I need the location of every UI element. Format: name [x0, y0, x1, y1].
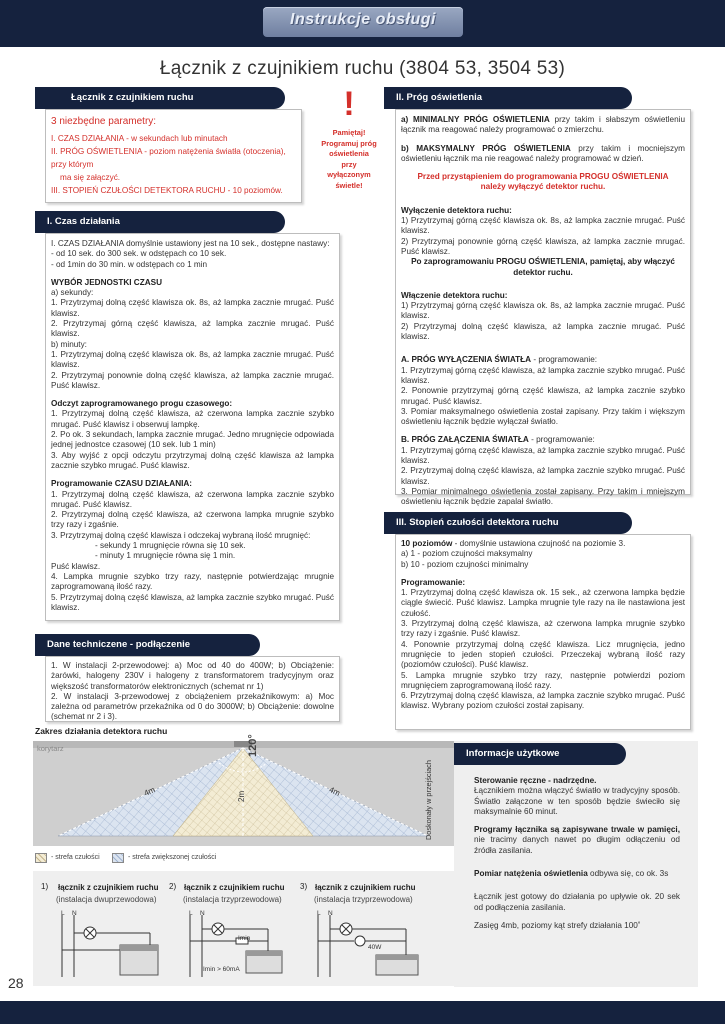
intro-line-4: III. STOPIEŃ CZUŁOŚCI DETEKTORA RUCHU - 10 poziomów.: [51, 186, 283, 195]
czas-text: - od 10 sek. do 300 sek. w odstępach co 10 sek.: [51, 249, 227, 259]
prog-text: 1. Przytrzymaj górną część klawisza, aż lampka zacznie szybko mrugać. Puść klawisz.: [401, 445, 685, 466]
czas-text: 1. Przytrzymaj dolną część klawisza, aż czerwona lampka zacznie szybko mrugać. Puść klawisz.: [51, 489, 334, 509]
header-banner: [263, 7, 463, 37]
legend-sensitivity: - strefa czułości: [51, 854, 100, 861]
czulosc-subheading: Programowanie:: [401, 577, 466, 587]
intro-line-3: ma się załączyć.: [60, 173, 121, 182]
intro-line-1: I. CZAS DZIAŁANIA - w sekundach lub minutach: [51, 134, 228, 143]
czas-text: - minuty 1 mrugnięcie równa się 1 min.: [95, 551, 236, 561]
prog-text: 3. Pomiar minimalnego oświetlenia został zapisany. Przy takim i mniejszym oświetleniu łącznik będzie zapalał światło.: [401, 486, 685, 507]
dane-text: 2. W instalacji 3-przewodowej z obciążeniem przekaźnikowym: a) Moc zależna od parametrów przekaźnika od 0 do 3000W; b) Obciążenie: dowolne (schemat nr 2 i 3).: [51, 691, 334, 722]
info-text: nie tracimy danych nawet po długim odłączeniu od źródła zasilania.: [474, 835, 680, 855]
schema-2-wiring: [178, 905, 298, 985]
prog-subheading: Wyłączenie detektora ruchu:: [401, 205, 512, 215]
czas-text: 5. Przytrzymaj dolną część klawisza, aż lampka zacznie szybko mrugać. Puść klawisz.: [51, 592, 334, 612]
schema-2-subtitle: (instalacja trzyprzewodowa): [183, 895, 282, 904]
schema-1-title: łącznik z czujnikiem ruchu: [58, 883, 159, 892]
czas-text: 1. Przytrzymaj dolną część klawisza, aż czerwona lampka zacznie szybko mrugać. Puść klawisz i obserwuj lampkę.: [51, 409, 334, 429]
czas-text: a) sekundy:: [51, 288, 94, 298]
schema-3-l: L: [317, 910, 321, 917]
czas-text: 2. Po ok. 3 sekundach, lampka zacznie mrugać. Jedno mrugnięcie odpowiada jednej jednostce czasowej (10 sek. lub 1 min): [51, 430, 334, 450]
section-header-czulosc: III. Stopień czułości detektora ruchu: [384, 512, 632, 534]
schema-3-load: 40W: [368, 944, 382, 951]
czulosc-text: 1. Przytrzymaj dolną część klawisza ok. 15 sek., aż czerwona lampka będzie ciągle świecić. Puść klawisz. Lampka mrugnie tyle razy na ile nastawiona jest czułość.: [401, 588, 685, 618]
schema-2-imin-note: Imin > 60mA: [203, 966, 240, 973]
schema-3-subtitle: (instalacja trzyprzewodowa): [314, 895, 413, 904]
czas-text: 1. Przytrzymaj dolną część klawisza ok. 8s, aż lampka zacznie mrugać. Puść klawisz.: [51, 298, 334, 318]
info-text: odbywa się, co ok. 3s: [587, 869, 669, 879]
prog-text: 2) Przytrzymaj dolną część klawisza, aż lampka zacznie mrugać. Puść klawisz.: [401, 321, 685, 342]
czulosc-text: - domyślnie ustawiona czujność na poziomie 3.: [452, 539, 626, 548]
range-right-label: 4m: [327, 785, 342, 798]
prog-reminder: Po zaprogramowaniu PROGU OŚWIETLENIA, pamiętaj, aby włączyć detektor ruchu.: [411, 257, 675, 277]
czas-subheading: Odczyt zaprogramowanego progu czasowego:: [51, 399, 233, 409]
section-header-dane: Dane techniczene - podłączenie: [35, 634, 260, 656]
czas-text: 2. Przytrzymaj dolną część klawisza, aż czerwona lampka mrugnie szybko trzy razy i zgaśnie.: [51, 510, 334, 530]
schema-3-n: N: [328, 910, 333, 917]
prog-subheading: Włączenie detektora ruchu:: [401, 290, 508, 300]
warning-note: [306, 128, 392, 191]
top-bar: [0, 0, 725, 47]
dane-box: [45, 656, 340, 722]
intro-line-2: II. PRÓG OŚWIETLENIA - poziom natężenia światła (otoczenia), przy którym: [51, 147, 286, 169]
warning-mark: !: [343, 85, 355, 123]
czulosc-box: [395, 534, 691, 730]
czulosc-text: 3. Przytrzymaj dolną część klawisza, aż czerwona lampka mrugnie szybko trzy razy i zgaśnie. Puść klawisz.: [401, 619, 685, 639]
czas-subheading: WYBÓR JEDNOSTKI CZASU: [51, 277, 162, 287]
page-number: 28: [8, 975, 24, 991]
info-subheading: Sterowanie ręczne - nadrzędne.: [474, 776, 597, 785]
prog-text: 3. Pomiar maksymalnego oświetlenia został zapisany. Przy takim i większym oświetleniu łącznik będzie wyłączał światło.: [401, 406, 685, 427]
intro-box: [45, 109, 302, 203]
warning-line: Programuj próg: [321, 138, 377, 148]
schema-2-l: L: [189, 910, 193, 917]
zakres-title: Zakres działania detektora ruchu: [35, 726, 168, 736]
czas-text: 1. Przytrzymaj dolną część klawisza ok. 8s, aż lampka zacznie mrugać. Puść klawisz.: [51, 349, 334, 370]
section-header-intro: [35, 87, 285, 109]
prog-text: 2. Ponownie przytrzymaj górną część klawisza, aż lampka zacznie szybko mrugać. Puść klawisz.: [401, 386, 685, 406]
prog-subheading: A. PRÓG WYŁĄCZENIA ŚWIATŁA: [401, 355, 532, 365]
header-banner-text: Instrukcje obsługi: [290, 11, 436, 28]
range-left-label: 4m: [142, 785, 157, 798]
section-header-intro-label: Łącznik z czujnikiem ruchu: [71, 92, 194, 103]
dane-text: 1. W instalacji 2-przewodowej: a) Moc od 40 do 400W; b) Obciążenie: żarówki, halogeny 230V i halogeny z transformatorem tradycyjnym oraz większość transformatorów elektronicznych (schemat nr 1): [51, 661, 334, 691]
warning-line: Pamiętaj!: [332, 128, 366, 137]
czulosc-text: 5. Lampka mrugnie szybko trzy razy, następnie potwierdzi poziom mrugnięciem zaprogramowaną ilość razy.: [401, 670, 685, 690]
page-title: Łącznik z czujnikiem ruchu (3804 53, 3504 53): [159, 58, 566, 79]
corridor-label: korytarz: [37, 744, 64, 753]
schema-3-title: łącznik z czujnikiem ruchu: [315, 883, 416, 892]
prog-text: 2) Przytrzymaj ponownie górną część klawisza, aż lampka zacznie mrugać. Puść klawisz.: [401, 236, 685, 256]
czas-text: b) minuty:: [51, 339, 87, 349]
prog-subheading: B. PRÓG ZAŁĄCZENIA ŚWIATŁA: [401, 435, 529, 445]
prog-text: 2. Przytrzymaj dolną część klawisza, aż lampka zacznie szybko mrugać. Puść klawisz.: [401, 466, 685, 486]
prog-text: 1) Przytrzymaj górną część klawisza ok. 8s, aż lampka zacznie mrugać. Puść klawisz.: [401, 301, 685, 321]
czulosc-text: a) 1 - poziom czujności maksymalny: [401, 549, 533, 559]
info-content: [474, 776, 680, 931]
section-header-prog: II. Próg oświetlenia: [384, 87, 632, 109]
warning-line: oświetlenia: [329, 149, 369, 158]
prog-box: [395, 109, 691, 507]
info-subheading: Pomiar natężenia oświetlenia: [474, 869, 588, 879]
corridor-side-label: Doskonały w przejściach: [424, 760, 433, 840]
warning-line: przy: [341, 159, 357, 169]
section-header-info: Informacje użytkowe: [454, 743, 626, 765]
info-text: Łącznikiem można włączyć światło w tradycyjny sposób. Światło załączone w ten sposób będzie świeciło się maksymalnie 60 minut.: [474, 786, 680, 816]
schema-3-number: 3): [300, 882, 308, 891]
prog-text: - programowanie:: [531, 355, 598, 365]
schema-2-imin: Imin: [238, 935, 251, 942]
max-threshold-text: przy takim i mocniejszym oświetleniu łącznik ma nie reagować należy programować w dzień.: [401, 143, 685, 163]
schema-1-n: N: [72, 910, 77, 917]
prog-red-note: Przed przystąpieniem do programowania PROGU OŚWIETLENIA należy wyłączyć detektor ruchu.: [417, 172, 669, 192]
schema-2-n: N: [200, 910, 205, 917]
czas-text: 3. Aby wyjść z opcji odczytu przytrzymaj dolną część klawisza aż lampka zacznie szybko mrugać. Puść klawisz.: [51, 450, 334, 470]
warning-line: wyłączonym: [327, 170, 371, 179]
czas-text: - od 1min do 30 min. w odstępach co 1 min: [51, 259, 208, 269]
legend-increased: - strefa zwiększonej czułości: [128, 854, 217, 861]
prog-text: 1. Przytrzymaj górną część klawisza, aż lampka zacznie szybko mrugać. Puść klawisz.: [401, 365, 685, 385]
legend-swatch-increased: [112, 853, 124, 863]
czulosc-text: 6. Przytrzymaj dolną część klawisza, aż lampka zacznie szybko mrugać. Puść klawisz. Wybrany poziom czułości został zapisany.: [401, 691, 685, 711]
info-text: Zasięg 4mb, poziomy kąt strefy działania 100˚: [474, 920, 641, 930]
schema-1-number: 1): [41, 882, 49, 891]
schema-1-wiring: [50, 905, 170, 985]
info-subheading: Programy łącznika są zapisywane trwale w pamięci,: [474, 825, 680, 835]
czas-text: 2. Przytrzymaj górną część klawisza, aż lampka zacznie mrugać. Puść klawisz.: [51, 319, 334, 339]
warning-line: świetle!: [335, 180, 363, 190]
max-threshold-label: b) MAKSYMALNY PRÓG OŚWIETLENIA: [401, 143, 571, 153]
czas-text: 3. Przytrzymaj dolną część klawisza i odczekaj wybraną ilość mrugnięć:: [51, 530, 311, 540]
czulosc-text: b) 10 - poziom czujności minimalny: [401, 559, 529, 569]
schema-1-subtitle: (instalacja dwuprzewodowa): [56, 895, 157, 904]
czas-text: Puść klawisz.: [51, 561, 101, 571]
czas-text: I. CZAS DZIAŁANIA domyślnie ustawiony jest na 10 sek., dostępne nastawy:: [51, 239, 330, 248]
czas-box: [45, 233, 340, 621]
czulosc-levels: 10 poziomów: [401, 539, 453, 548]
section-header-czas: I. Czas działania: [35, 211, 285, 233]
prog-text: - programowanie:: [528, 435, 595, 445]
czas-text: 2. Przytrzymaj ponownie dolną część klawisza, aż lampka zacznie mrugać. Puść klawisz.: [51, 370, 334, 390]
czulosc-text: 4. Ponownie przytrzymaj dolną część klawisza. Licz mrugnięcia, jedno mrugnięcie to jeden stopień czułości. Przeczekaj wybraną ilość razy (poziomów czułości). Puść klawisz.: [401, 639, 685, 670]
schema-2-number: 2): [169, 882, 177, 891]
intro-title: 3 niezbędne parametry:: [51, 116, 157, 127]
czas-text: 4. Lampka mrugnie szybko trzy razy, następnie potwierdzając mrugnie zaprogramowaną ilość razy.: [51, 571, 334, 592]
min-threshold-text: przy takim i słabszym oświetleniu łącznik ma reagować należy programować o zmierzchu.: [401, 115, 685, 135]
bottom-bar: [0, 1001, 725, 1024]
prog-text: 1) Przytrzymaj górną część klawisza ok. 8s, aż lampka zacznie mrugać. Puść klawisz.: [401, 216, 685, 236]
min-threshold-label: a) MINIMALNY PRÓG OŚWIETLENIA: [401, 115, 550, 124]
schema-2-title: łącznik z czujnikiem ruchu: [184, 883, 285, 892]
czas-text: - sekundy 1 mrugnięcie równa się 10 sek.: [95, 541, 246, 551]
range-center-label: 2m: [237, 790, 246, 802]
angle-label: 120°: [247, 734, 259, 757]
schema-1-l: L: [61, 910, 65, 917]
info-text: Łącznik jest gotowy do działania po upływie ok. 20 sek od podłączenia zasilania.: [474, 892, 680, 912]
czas-subheading: Programowanie CZASU DZIAŁANIA:: [51, 479, 193, 489]
legend-swatch-sensitivity: [35, 853, 47, 863]
